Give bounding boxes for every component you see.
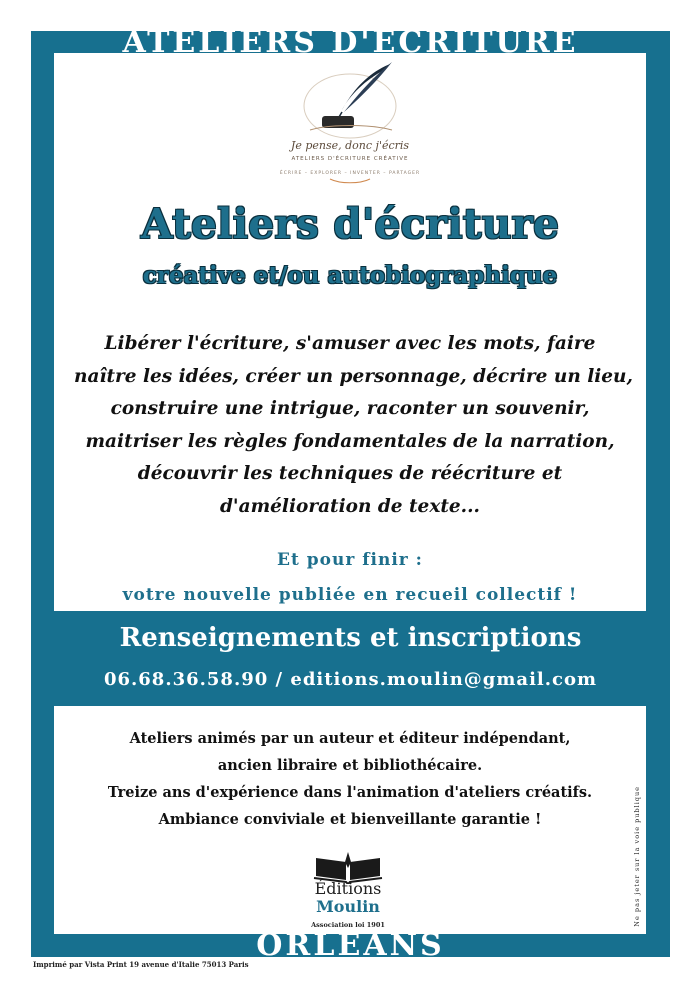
finish-block <box>54 543 646 613</box>
sub-title: créative et/ou autobiographique <box>142 262 558 289</box>
info-title: Renseignements et inscriptions <box>119 623 582 653</box>
publisher-assoc: Association loi 1901 <box>311 921 385 929</box>
publisher-name: Éditions <box>314 879 382 898</box>
finish-line-2: votre nouvelle publiée en recueil collectif ! <box>122 585 578 605</box>
header-title: ATELIERS D'ÉCRITURE <box>122 25 579 60</box>
intro-line: d'amélioration de texte... <box>220 495 480 517</box>
intro-line: découvrir les techniques de réécriture et <box>137 463 563 484</box>
intro-line: naître les idées, créer un personnage, décrire un lieu, <box>74 365 633 387</box>
intro-line: construire une intrigue, raconter un souvenir, <box>110 398 590 419</box>
side-note <box>628 778 646 934</box>
details-line: Ambiance conviviale et bienveillante garantie ! <box>158 811 542 828</box>
logo-brand-sub: ÉCRIRE – EXPLORER – INVENTER – PARTAGER <box>279 171 421 176</box>
details-line: Treize ans d'expérience dans l'animation d'ateliers créatifs. <box>107 784 593 801</box>
details-line: ancien libraire et bibliothécaire. <box>217 757 483 774</box>
publisher-name-2: Moulin <box>316 897 380 916</box>
intro-line: Libérer l'écriture, s'amuser avec les mots, faire <box>104 333 596 354</box>
side-note-text: Ne pas jeter sur la voie publique <box>633 785 641 927</box>
print-footer: Imprimé par Vista Print 19 avenue d'Italie 75013 Paris <box>33 960 249 969</box>
details-line: Ateliers animés par un auteur et éditeur indépendant, <box>129 730 571 747</box>
finish-line-1: Et pour finir : <box>277 550 423 570</box>
intro-text <box>74 328 633 523</box>
contact-info[interactable]: 06.68.36.58.90 / editions.moulin@gmail.com <box>103 669 598 690</box>
main-title: Ateliers d'écriture <box>140 200 560 248</box>
details-text <box>54 725 646 833</box>
logo-brand: ATELIERS D'ÉCRITURE CRÉATIVE <box>291 156 409 162</box>
intro-line: maitriser les règles fondamentales de la narration, <box>85 430 615 452</box>
city-title: ORLEANS <box>256 928 445 963</box>
logo-tagline: Je pense, donc j'écris <box>290 139 410 152</box>
